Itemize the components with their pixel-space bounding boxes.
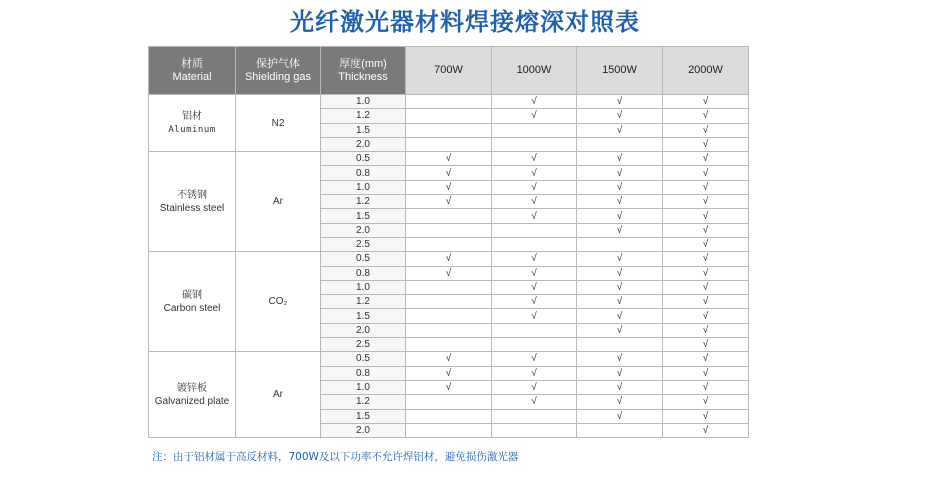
check-cell-2000w bbox=[663, 266, 749, 280]
check-mark-icon: √ bbox=[531, 396, 537, 408]
check-mark-icon: √ bbox=[702, 353, 709, 365]
check-mark-icon: √ bbox=[702, 324, 709, 336]
check-mark-icon: √ bbox=[702, 310, 709, 322]
check-mark-icon: √ bbox=[616, 353, 623, 365]
check-mark-icon: √ bbox=[616, 367, 623, 379]
check-cell-1000w bbox=[492, 195, 577, 209]
check-cell-700w bbox=[406, 366, 492, 380]
check-cell-1500w bbox=[577, 180, 663, 194]
check-cell-700w bbox=[406, 180, 492, 194]
thickness-cell: 2.0 bbox=[321, 223, 406, 237]
check-mark-icon: √ bbox=[616, 196, 623, 208]
check-cell-2000w bbox=[663, 380, 749, 394]
check-cell-1000w bbox=[492, 166, 577, 180]
check-mark-icon: √ bbox=[531, 210, 537, 222]
header-thickness-en: Thickness bbox=[338, 70, 388, 83]
check-mark-icon: √ bbox=[616, 110, 623, 122]
thickness-cell: 1.0 bbox=[321, 380, 406, 394]
material-name-en: Galvanized plate bbox=[154, 395, 230, 407]
header-thickness bbox=[321, 47, 406, 95]
check-mark-icon: √ bbox=[702, 396, 709, 408]
header-gas-cn: 保护气体 bbox=[256, 57, 300, 70]
check-mark-icon: √ bbox=[702, 181, 709, 193]
check-cell-1000w bbox=[492, 266, 577, 280]
gas-cell-stainless-steel: Ar bbox=[236, 152, 321, 252]
check-mark-icon: √ bbox=[531, 267, 537, 279]
check-mark-icon: √ bbox=[702, 210, 709, 222]
check-cell-1000w bbox=[492, 137, 577, 151]
check-mark-icon: √ bbox=[616, 153, 623, 165]
thickness-cell: 1.0 bbox=[321, 280, 406, 294]
thickness-cell: 1.2 bbox=[321, 195, 406, 209]
check-cell-2000w bbox=[663, 423, 749, 437]
check-cell-2000w bbox=[663, 123, 749, 137]
check-mark-icon: √ bbox=[616, 282, 623, 293]
gas-cell-aluminum: N2 bbox=[236, 95, 321, 152]
thickness-cell: 2.0 bbox=[321, 137, 406, 151]
check-cell-700w bbox=[406, 109, 492, 123]
thickness-cell: 1.5 bbox=[321, 409, 406, 423]
check-mark-icon: √ bbox=[445, 153, 452, 165]
check-cell-1500w bbox=[577, 352, 663, 366]
check-cell-1500w bbox=[577, 237, 663, 251]
check-mark-icon: √ bbox=[702, 424, 709, 436]
check-cell-1500w bbox=[577, 252, 663, 266]
check-cell-1500w bbox=[577, 123, 663, 137]
check-mark-icon: √ bbox=[702, 139, 709, 151]
check-cell-1500w bbox=[577, 109, 663, 123]
thickness-cell: 0.5 bbox=[321, 352, 406, 366]
header-material bbox=[149, 47, 236, 95]
material-name-cn: 碳钢 bbox=[182, 289, 202, 301]
thickness-cell: 2.5 bbox=[321, 237, 406, 251]
header-power-1500w: 1500W bbox=[577, 47, 663, 95]
check-cell-1000w bbox=[492, 280, 577, 294]
check-mark-icon: √ bbox=[702, 367, 709, 379]
check-cell-1000w bbox=[492, 366, 577, 380]
check-cell-1000w bbox=[492, 323, 577, 337]
thickness-cell: 2.0 bbox=[321, 323, 406, 337]
page-title: 光纤激光器材料焊接熔深对照表 bbox=[290, 8, 640, 36]
thickness-cell: 1.5 bbox=[321, 209, 406, 223]
check-mark-icon: √ bbox=[616, 253, 623, 265]
check-cell-700w bbox=[406, 338, 492, 352]
material-cell-carbon-steel bbox=[149, 252, 236, 352]
check-mark-icon: √ bbox=[445, 367, 452, 379]
header-thickness-cn: 厚度(mm) bbox=[339, 57, 387, 70]
check-cell-1500w bbox=[577, 137, 663, 151]
check-cell-1000w bbox=[492, 180, 577, 194]
check-cell-2000w bbox=[663, 152, 749, 166]
thickness-cell: 1.0 bbox=[321, 180, 406, 194]
check-cell-700w bbox=[406, 423, 492, 437]
check-cell-1500w bbox=[577, 95, 663, 109]
header-power-700w: 700W bbox=[406, 47, 492, 95]
check-cell-2000w bbox=[663, 137, 749, 151]
check-cell-1500w bbox=[577, 395, 663, 409]
check-cell-700w bbox=[406, 195, 492, 209]
check-cell-2000w bbox=[663, 195, 749, 209]
header-material-en: Material bbox=[172, 70, 212, 83]
check-cell-2000w bbox=[663, 109, 749, 123]
check-cell-700w bbox=[406, 137, 492, 151]
check-mark-icon: √ bbox=[531, 310, 537, 322]
check-mark-icon: √ bbox=[702, 267, 709, 279]
check-cell-2000w bbox=[663, 409, 749, 423]
check-cell-2000w bbox=[663, 252, 749, 266]
header-gas bbox=[236, 47, 321, 95]
header-power-1000w: 1000W bbox=[492, 47, 577, 95]
check-cell-1500w bbox=[577, 195, 663, 209]
check-cell-2000w bbox=[663, 237, 749, 251]
check-cell-700w bbox=[406, 409, 492, 423]
header-power-2000w: 2000W bbox=[663, 47, 749, 95]
thickness-cell: 0.8 bbox=[321, 166, 406, 180]
check-mark-icon: √ bbox=[702, 167, 709, 179]
check-cell-1500w bbox=[577, 366, 663, 380]
gas-cell-galvanized-plate: Ar bbox=[236, 352, 321, 438]
check-mark-icon: √ bbox=[616, 96, 623, 108]
check-cell-1000w bbox=[492, 237, 577, 251]
thickness-cell: 0.8 bbox=[321, 266, 406, 280]
check-cell-700w bbox=[406, 95, 492, 109]
check-mark-icon: √ bbox=[531, 167, 537, 179]
material-name-en: Carbon steel bbox=[163, 302, 221, 314]
check-mark-icon: √ bbox=[445, 267, 452, 279]
check-mark-icon: √ bbox=[445, 167, 452, 179]
material-name-en: Aluminum bbox=[168, 124, 216, 135]
check-cell-1500w bbox=[577, 223, 663, 237]
check-mark-icon: √ bbox=[702, 239, 709, 251]
footnote: 注：由于铝材属于高反材料，700W及以下功率不允许焊铝材，避免损伤激光器 bbox=[152, 451, 519, 463]
thickness-cell: 2.5 bbox=[321, 338, 406, 352]
check-mark-icon: √ bbox=[445, 353, 452, 365]
check-mark-icon: √ bbox=[702, 282, 709, 293]
check-cell-1000w bbox=[492, 252, 577, 266]
check-cell-700w bbox=[406, 266, 492, 280]
table-row bbox=[149, 95, 749, 109]
check-cell-700w bbox=[406, 166, 492, 180]
check-mark-icon: √ bbox=[702, 96, 709, 108]
check-mark-icon: √ bbox=[616, 324, 623, 336]
table-row bbox=[149, 152, 749, 166]
material-cell-galvanized-plate bbox=[149, 352, 236, 438]
check-cell-1000w bbox=[492, 209, 577, 223]
check-cell-700w bbox=[406, 152, 492, 166]
check-cell-700w bbox=[406, 252, 492, 266]
check-cell-1000w bbox=[492, 295, 577, 309]
check-mark-icon: √ bbox=[616, 382, 623, 394]
check-cell-1500w bbox=[577, 166, 663, 180]
thickness-cell: 1.5 bbox=[321, 123, 406, 137]
check-cell-2000w bbox=[663, 309, 749, 323]
check-mark-icon: √ bbox=[445, 181, 452, 193]
check-cell-1500w bbox=[577, 266, 663, 280]
check-cell-700w bbox=[406, 395, 492, 409]
check-mark-icon: √ bbox=[616, 210, 623, 222]
material-name-cn: 铝材 bbox=[182, 110, 202, 122]
check-cell-700w bbox=[406, 237, 492, 251]
check-cell-700w bbox=[406, 209, 492, 223]
check-mark-icon: √ bbox=[702, 253, 709, 265]
check-cell-1000w bbox=[492, 409, 577, 423]
check-cell-2000w bbox=[663, 323, 749, 337]
thickness-cell: 1.0 bbox=[321, 95, 406, 109]
header-gas-en: Shielding gas bbox=[244, 70, 312, 83]
material-cell-stainless-steel bbox=[149, 152, 236, 252]
check-mark-icon: √ bbox=[531, 367, 537, 379]
check-cell-1500w bbox=[577, 423, 663, 437]
thickness-cell: 1.2 bbox=[321, 395, 406, 409]
check-cell-2000w bbox=[663, 352, 749, 366]
check-mark-icon: √ bbox=[531, 353, 537, 365]
check-mark-icon: √ bbox=[445, 253, 452, 265]
check-cell-2000w bbox=[663, 295, 749, 309]
check-cell-1000w bbox=[492, 309, 577, 323]
check-cell-2000w bbox=[663, 166, 749, 180]
check-cell-2000w bbox=[663, 395, 749, 409]
check-mark-icon: √ bbox=[531, 181, 537, 193]
thickness-cell: 1.2 bbox=[321, 295, 406, 309]
check-mark-icon: √ bbox=[531, 296, 537, 308]
check-mark-icon: √ bbox=[616, 181, 623, 193]
material-cell-aluminum bbox=[149, 95, 236, 152]
material-name-cn: 镀锌板 bbox=[177, 382, 207, 394]
check-mark-icon: √ bbox=[702, 410, 709, 422]
check-mark-icon: √ bbox=[616, 410, 623, 422]
check-cell-1000w bbox=[492, 380, 577, 394]
check-cell-1000w bbox=[492, 352, 577, 366]
check-mark-icon: √ bbox=[531, 253, 537, 265]
thickness-cell: 1.5 bbox=[321, 309, 406, 323]
check-cell-700w bbox=[406, 309, 492, 323]
weld-depth-table bbox=[148, 46, 749, 438]
thickness-cell: 0.5 bbox=[321, 252, 406, 266]
check-cell-1000w bbox=[492, 338, 577, 352]
check-cell-1500w bbox=[577, 209, 663, 223]
check-cell-1500w bbox=[577, 280, 663, 294]
material-name-en: Stainless steel bbox=[159, 202, 225, 214]
check-cell-1500w bbox=[577, 338, 663, 352]
check-cell-700w bbox=[406, 380, 492, 394]
check-cell-1000w bbox=[492, 223, 577, 237]
check-cell-1500w bbox=[577, 295, 663, 309]
check-mark-icon: √ bbox=[531, 96, 537, 108]
check-mark-icon: √ bbox=[616, 310, 623, 322]
check-mark-icon: √ bbox=[531, 382, 537, 394]
check-cell-700w bbox=[406, 123, 492, 137]
check-cell-1500w bbox=[577, 409, 663, 423]
check-cell-1500w bbox=[577, 152, 663, 166]
check-mark-icon: √ bbox=[445, 382, 452, 394]
check-cell-1000w bbox=[492, 109, 577, 123]
check-cell-700w bbox=[406, 280, 492, 294]
check-mark-icon: √ bbox=[531, 196, 537, 208]
check-mark-icon: √ bbox=[531, 153, 537, 165]
header-row bbox=[149, 47, 749, 95]
check-cell-2000w bbox=[663, 366, 749, 380]
check-cell-2000w bbox=[663, 180, 749, 194]
check-cell-2000w bbox=[663, 95, 749, 109]
check-cell-2000w bbox=[663, 209, 749, 223]
check-mark-icon: √ bbox=[616, 124, 623, 136]
check-mark-icon: √ bbox=[702, 224, 709, 236]
check-mark-icon: √ bbox=[616, 224, 623, 236]
check-mark-icon: √ bbox=[616, 396, 623, 408]
check-mark-icon: √ bbox=[531, 110, 537, 122]
table-body bbox=[149, 95, 749, 438]
table-row bbox=[149, 252, 749, 266]
check-mark-icon: √ bbox=[702, 382, 709, 394]
check-mark-icon: √ bbox=[702, 153, 709, 165]
check-mark-icon: √ bbox=[702, 196, 709, 208]
table-row bbox=[149, 352, 749, 366]
check-cell-1000w bbox=[492, 423, 577, 437]
thickness-cell: 0.5 bbox=[321, 152, 406, 166]
check-mark-icon: √ bbox=[702, 339, 709, 351]
thickness-cell: 1.2 bbox=[321, 109, 406, 123]
check-cell-700w bbox=[406, 223, 492, 237]
gas-cell-carbon-steel: CO₂ bbox=[236, 252, 321, 352]
check-mark-icon: √ bbox=[616, 296, 623, 308]
check-mark-icon: √ bbox=[445, 196, 452, 208]
check-cell-1500w bbox=[577, 380, 663, 394]
thickness-cell: 2.0 bbox=[321, 423, 406, 437]
check-cell-700w bbox=[406, 295, 492, 309]
check-mark-icon: √ bbox=[616, 167, 623, 179]
check-cell-1000w bbox=[492, 395, 577, 409]
material-name-cn: 不锈钢 bbox=[177, 189, 207, 201]
check-cell-1500w bbox=[577, 323, 663, 337]
check-mark-icon: √ bbox=[531, 282, 537, 293]
check-cell-2000w bbox=[663, 280, 749, 294]
check-cell-700w bbox=[406, 352, 492, 366]
thickness-cell: 0.8 bbox=[321, 366, 406, 380]
header-material-cn: 材质 bbox=[181, 57, 203, 70]
check-cell-2000w bbox=[663, 338, 749, 352]
check-mark-icon: √ bbox=[616, 267, 623, 279]
check-cell-2000w bbox=[663, 223, 749, 237]
check-cell-1000w bbox=[492, 123, 577, 137]
check-cell-1000w bbox=[492, 95, 577, 109]
check-mark-icon: √ bbox=[702, 124, 709, 136]
check-cell-1000w bbox=[492, 152, 577, 166]
check-cell-1500w bbox=[577, 309, 663, 323]
check-mark-icon: √ bbox=[702, 110, 709, 122]
check-cell-700w bbox=[406, 323, 492, 337]
check-mark-icon: √ bbox=[702, 296, 709, 308]
